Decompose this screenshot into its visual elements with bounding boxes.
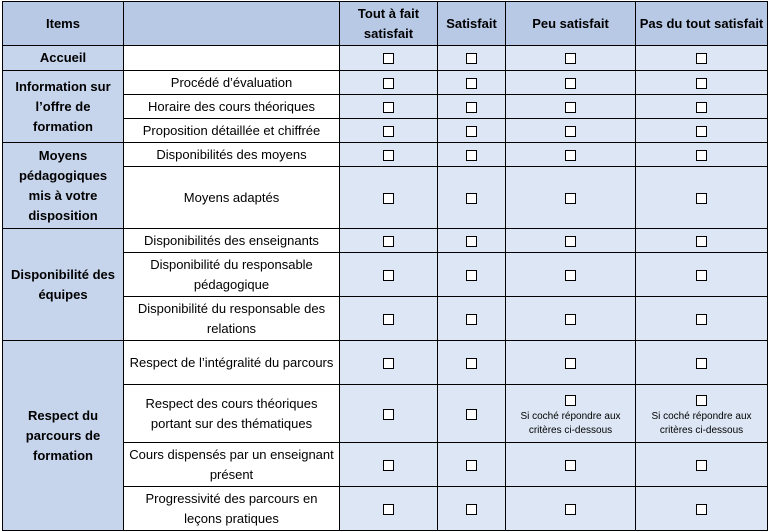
rating-cell[interactable] — [340, 341, 438, 385]
rating-cell[interactable] — [636, 119, 768, 143]
checkbox-icon[interactable] — [696, 395, 707, 406]
checkbox-icon[interactable] — [565, 193, 576, 204]
checkbox-icon[interactable] — [565, 314, 576, 325]
checkbox-icon[interactable] — [466, 53, 477, 64]
checkbox-icon[interactable] — [466, 102, 477, 113]
checkbox-icon[interactable] — [466, 504, 477, 515]
checkbox-icon[interactable] — [383, 504, 394, 515]
rating-cell[interactable] — [636, 385, 768, 443]
checkbox-icon[interactable] — [565, 126, 576, 137]
rating-cell[interactable] — [438, 71, 506, 95]
checkbox-icon[interactable] — [383, 460, 394, 471]
header-subitem — [124, 2, 340, 46]
rating-cell[interactable] — [438, 253, 506, 297]
rating-cell[interactable] — [506, 443, 636, 487]
checkbox-icon[interactable] — [383, 236, 394, 247]
row-label: Horaire des cours théoriques — [124, 95, 340, 119]
checkbox-icon[interactable] — [565, 358, 576, 369]
rating-cell[interactable] — [438, 297, 506, 341]
checkbox-icon[interactable] — [696, 193, 707, 204]
row-label — [124, 46, 340, 71]
checkbox-icon[interactable] — [383, 314, 394, 325]
rating-cell[interactable] — [506, 71, 636, 95]
row-label: Progressivité des parcours en leçons pratiques — [124, 487, 340, 531]
rating-cell[interactable] — [340, 95, 438, 119]
category-information-offre: Information sur l’offre de formation — [3, 71, 124, 143]
rating-cell[interactable] — [340, 443, 438, 487]
checkbox-icon[interactable] — [565, 53, 576, 64]
checkbox-icon[interactable] — [383, 102, 394, 113]
category-accueil: Accueil — [3, 46, 124, 71]
row-label: Moyens adaptés — [124, 167, 340, 229]
header-pas-du-tout-satisfait: Pas du tout satisfait — [636, 2, 768, 46]
satisfaction-table — [2, 1, 768, 531]
checkbox-icon[interactable] — [696, 504, 707, 515]
rating-cell[interactable] — [506, 167, 636, 229]
checkbox-icon[interactable] — [466, 409, 477, 420]
row-label: Disponibilité du responsable pédagogique — [124, 253, 340, 297]
rating-cell[interactable] — [506, 119, 636, 143]
rating-cell[interactable] — [340, 143, 438, 167]
checkbox-icon[interactable] — [466, 314, 477, 325]
checkbox-icon[interactable] — [383, 53, 394, 64]
rating-cell[interactable] — [340, 71, 438, 95]
checkbox-icon[interactable] — [696, 236, 707, 247]
checkbox-icon[interactable] — [696, 150, 707, 161]
checkbox-icon[interactable] — [565, 460, 576, 471]
checkbox-icon[interactable] — [565, 78, 576, 89]
checkbox-icon[interactable] — [383, 126, 394, 137]
checkbox-icon[interactable] — [565, 236, 576, 247]
rating-cell[interactable] — [506, 95, 636, 119]
rating-cell[interactable] — [636, 341, 768, 385]
rating-cell[interactable] — [340, 253, 438, 297]
rating-cell[interactable] — [340, 385, 438, 443]
header-peu-satisfait: Peu satisfait — [506, 2, 636, 46]
checkbox-icon[interactable] — [696, 314, 707, 325]
category-moyens-pedagogiques: Moyens pédagogiques mis à votre disposition — [3, 143, 124, 229]
rating-cell[interactable] — [438, 46, 506, 71]
checkbox-icon[interactable] — [383, 409, 394, 420]
rating-cell[interactable] — [438, 487, 506, 531]
header-tout-a-fait-satisfait: Tout à fait satisfait — [340, 2, 438, 46]
rating-cell[interactable] — [438, 95, 506, 119]
row-label: Respect de l’intégralité du parcours — [124, 341, 340, 385]
rating-cell[interactable] — [636, 71, 768, 95]
rating-cell[interactable] — [506, 341, 636, 385]
rating-cell[interactable] — [340, 46, 438, 71]
checkbox-icon[interactable] — [696, 460, 707, 471]
checkbox-icon[interactable] — [565, 150, 576, 161]
rating-cell[interactable] — [506, 46, 636, 71]
rating-cell[interactable] — [340, 119, 438, 143]
rating-cell[interactable] — [506, 253, 636, 297]
checkbox-icon[interactable] — [466, 78, 477, 89]
rating-cell[interactable] — [340, 167, 438, 229]
checkbox-icon[interactable] — [696, 126, 707, 137]
checkbox-icon[interactable] — [565, 395, 576, 406]
row-label: Cours dispensés par un enseignant présent — [124, 443, 340, 487]
checkbox-icon[interactable] — [565, 504, 576, 515]
checkbox-icon[interactable] — [466, 270, 477, 281]
rating-cell[interactable] — [438, 385, 506, 443]
rating-cell[interactable] — [636, 443, 768, 487]
row-label: Procédé d’évaluation — [124, 71, 340, 95]
checkbox-icon[interactable] — [466, 126, 477, 137]
header-items: Items — [3, 2, 124, 46]
row-label: Disponibilités des enseignants — [124, 229, 340, 253]
checkbox-icon[interactable] — [466, 236, 477, 247]
rating-cell[interactable] — [438, 143, 506, 167]
row-label: Disponibilités des moyens — [124, 143, 340, 167]
rating-cell[interactable] — [636, 253, 768, 297]
checkbox-icon[interactable] — [466, 150, 477, 161]
category-respect-parcours: Respect du parcours de formation — [3, 341, 124, 531]
rating-cell[interactable] — [636, 167, 768, 229]
rating-cell[interactable] — [636, 297, 768, 341]
checkbox-icon[interactable] — [383, 193, 394, 204]
checkbox-icon[interactable] — [696, 53, 707, 64]
checkbox-icon[interactable] — [383, 358, 394, 369]
rating-cell[interactable] — [506, 143, 636, 167]
rating-cell[interactable] — [636, 95, 768, 119]
rating-cell[interactable] — [438, 167, 506, 229]
rating-cell[interactable] — [506, 229, 636, 253]
category-disponibilite-equipes: Disponibilité des équipes — [3, 229, 124, 341]
rating-cell[interactable] — [506, 385, 636, 443]
rating-cell[interactable] — [340, 297, 438, 341]
checkbox-icon[interactable] — [383, 78, 394, 89]
row-label: Proposition détaillée et chiffrée — [124, 119, 340, 143]
checkbox-icon[interactable] — [696, 270, 707, 281]
rating-cell[interactable] — [636, 143, 768, 167]
checkbox-icon[interactable] — [383, 150, 394, 161]
rating-cell[interactable] — [636, 46, 768, 71]
rating-cell[interactable] — [506, 487, 636, 531]
rating-cell[interactable] — [438, 229, 506, 253]
rating-cell[interactable] — [636, 487, 768, 531]
rating-cell[interactable] — [506, 297, 636, 341]
checkbox-icon[interactable] — [696, 358, 707, 369]
conditional-note: Si coché répondre aux critères ci-dessous — [651, 410, 752, 436]
rating-cell[interactable] — [340, 229, 438, 253]
row-label: Respect des cours théoriques portant sur des thématiques — [124, 385, 340, 443]
rating-cell[interactable] — [340, 487, 438, 531]
rating-cell[interactable] — [438, 119, 506, 143]
checkbox-icon[interactable] — [383, 270, 394, 281]
checkbox-icon[interactable] — [466, 358, 477, 369]
checkbox-icon[interactable] — [565, 270, 576, 281]
checkbox-icon[interactable] — [466, 460, 477, 471]
row-label: Disponibilité du responsable des relations — [124, 297, 340, 341]
conditional-note: Si coché répondre aux critères ci-dessous — [520, 410, 621, 436]
checkbox-icon[interactable] — [466, 193, 477, 204]
rating-cell[interactable] — [438, 443, 506, 487]
rating-cell[interactable] — [438, 341, 506, 385]
checkbox-icon[interactable] — [696, 78, 707, 89]
checkbox-icon[interactable] — [565, 102, 576, 113]
rating-cell[interactable] — [636, 229, 768, 253]
header-satisfait: Satisfait — [438, 2, 506, 46]
checkbox-icon[interactable] — [696, 102, 707, 113]
